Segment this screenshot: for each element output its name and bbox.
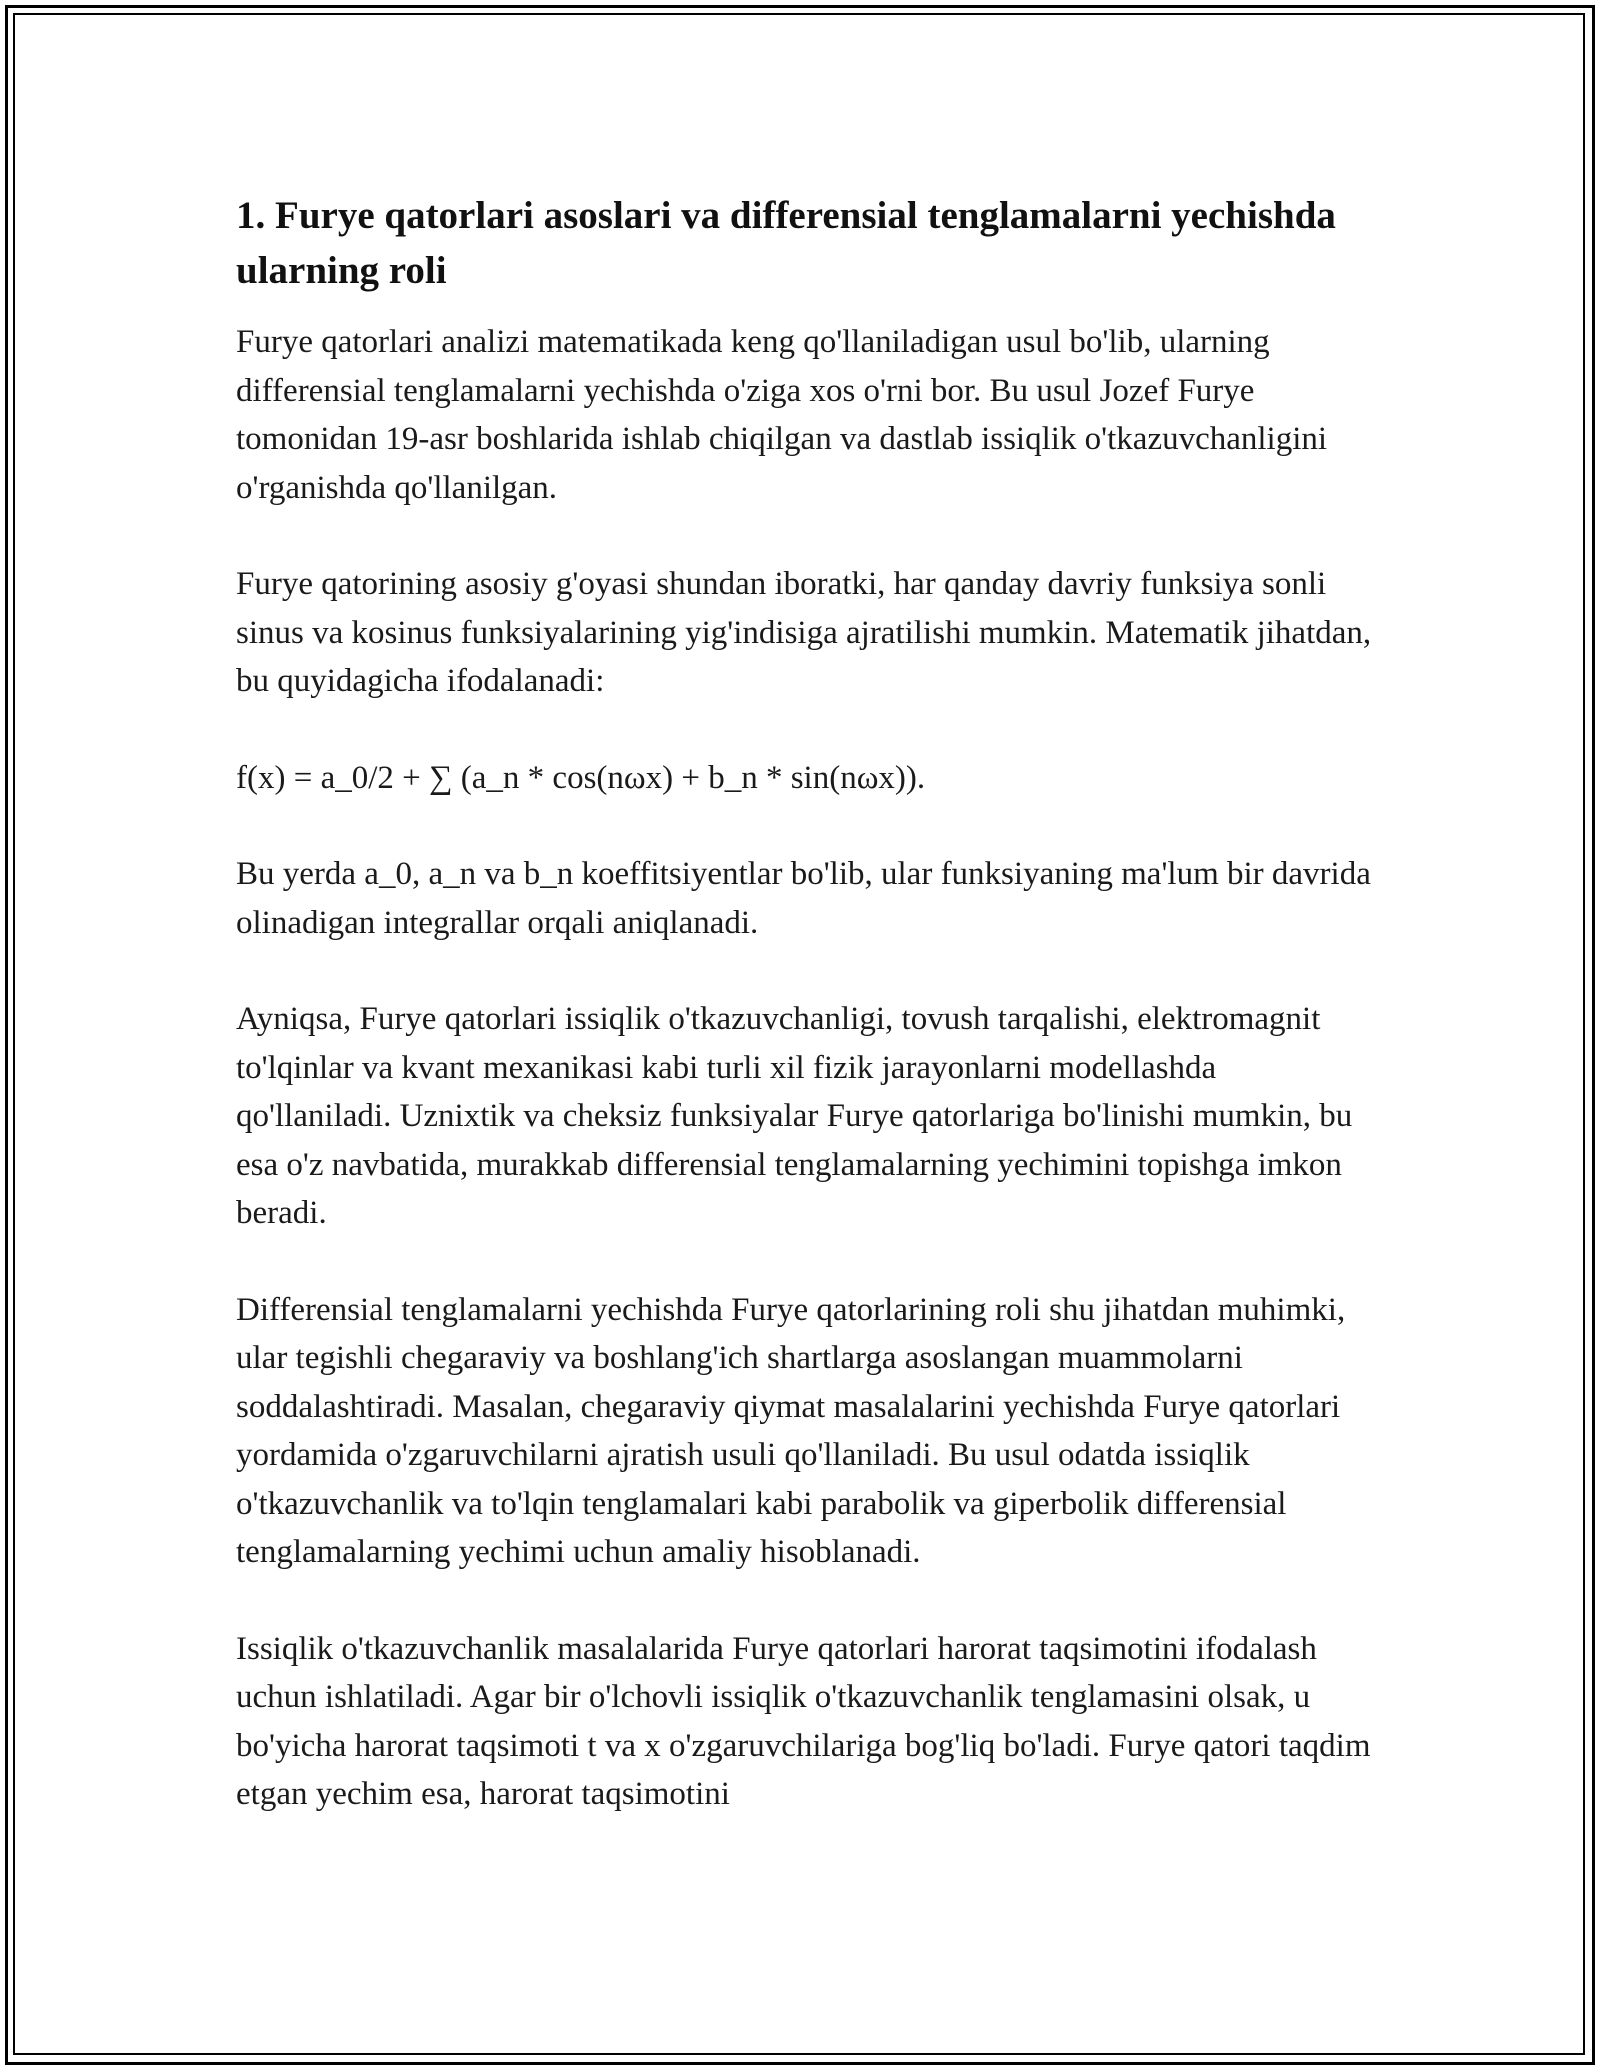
- document-body: [236, 188, 1376, 1867]
- paragraph-role: Differensial tenglamalarni yechishda Furye qatorlarining roli shu jihatdan muhimki, ular tegishli chegaraviy va boshlang'ich shartlarga asoslangan muammolarni soddalashtiradi. Masalan, chegaraviy qiymat masalalarini yechishda Furye qatorlari yordamida o'zgaruvchilarni ajratish usuli qo'llaniladi. Bu usul odatda issiqlik o'tkazuvchanlik va to'lqin tenglamalari kabi parabolik va giperbolik differensial tenglamalarning yechimi uchun amaliy hisoblanadi.: [236, 1291, 1346, 1570]
- paragraph-main-idea: Furye qatorining asosiy g'oyasi shundan iboratki, har qanday davriy funksiya sonli sinus va kosinus funksiyalarining yig'indisiga ajratilishi mumkin. Matematik jihatdan, bu quyidagicha ifodalanadi:: [236, 566, 1372, 699]
- paragraph-applications: Ayniqsa, Furye qatorlari issiqlik o'tkazuvchanligi, tovush tarqalishi, elektromagnit to'lqinlar va kvant mexanikasi kabi turli xil fizik jarayonlarni modellashda qo'llaniladi. Uznixtik va cheksiz funksiyalar Furye qatorlariga bo'linishi mumkin, bu esa o'z navbatida, murakkab differensial tenglamalarning yechimini topishga imkon beradi.: [236, 1001, 1353, 1231]
- paragraph-heat-conduction: Issiqlik o'tkazuvchanlik masalalarida Furye qatorlari harorat taqsimotini ifodalash uchun ishlatiladi. Agar bir o'lchovli issiqlik o'tkazuvchanlik tenglamasini olsak, u bo'yicha harorat taqsimoti t va x o'zgaruvchilariga bog'liq bo'ladi. Furye qatori taqdim etgan yechim esa, harorat taqsimotini: [236, 1630, 1371, 1812]
- paragraph-coefficients: Bu yerda a_0, a_n va b_n koeffitsiyentlar bo'lib, ular funksiyaning ma'lum bir davrida olinadigan integrallar orqali aniqlanadi.: [236, 856, 1371, 941]
- formula-line: f(x) = a_0/2 + ∑ (a_n * cos(nωx) + b_n * sin(nωx)).: [236, 759, 926, 796]
- document-title: 1. Furye qatorlari asoslari va differensial tenglamalarni yechishda ularning roli: [236, 194, 1336, 292]
- paragraph-intro: Furye qatorlari analizi matematikada keng qo'llaniladigan usul bo'lib, ularning differensial tenglamalarni yechishda o'ziga xos o'rni bor. Bu usul Jozef Furye tomonidan 19-asr boshlarida ishlab chiqilgan va dastlab issiqlik o'tkazuvchanligini o'rganishda qo'llanilgan.: [236, 324, 1328, 506]
